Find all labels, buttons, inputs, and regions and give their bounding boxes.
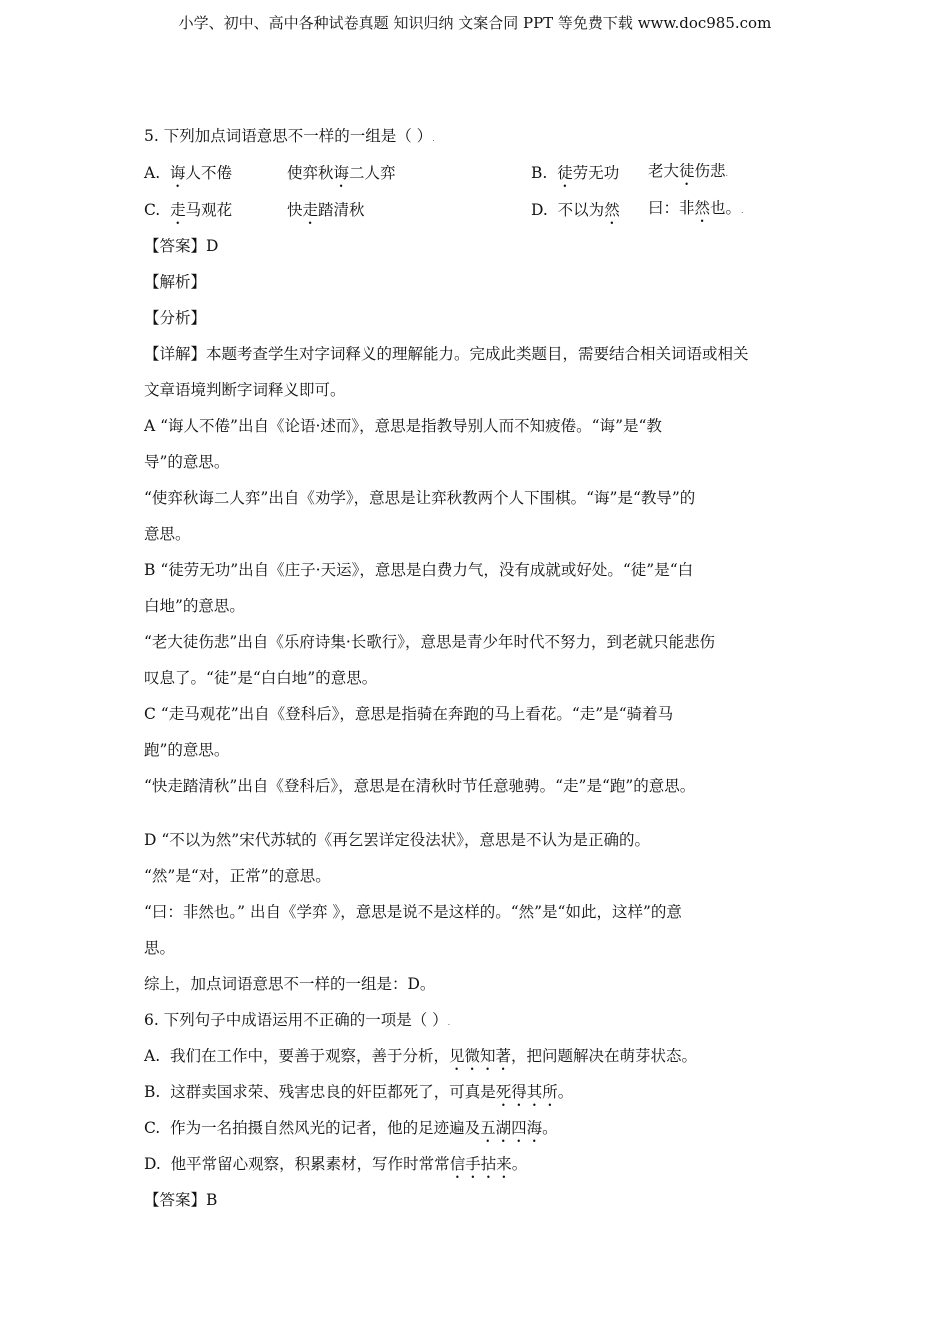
q5-stem: 5. 下列加点词语意思不一样的一组是（ ）.	[144, 127, 435, 145]
q6-answer: 【答案】B	[144, 1191, 218, 1209]
q5-analysis-d-line3: “曰：非然也。” 出自《学弈 》，意思是说不是这样的。“然”是“如此，这样”的意	[144, 903, 682, 921]
q5-analysis-a-line2: 导”的意思。	[144, 453, 230, 471]
q6-option-d: D. 他平常留心观察，积累素材，写作时常常信手拈来。	[144, 1155, 528, 1173]
q5-option-a-word2: 使弈秋诲二人弈	[287, 163, 396, 182]
q5-analysis-b-line2: 白地”的意思。	[144, 597, 245, 615]
q5-fenxi: 【分析】	[144, 309, 207, 327]
q5-analysis-b-line1: B “徒劳无功”出自《庄子·天运》，意思是白费力气，没有成就或好处。“徒”是“白	[144, 561, 694, 579]
q5-option-a-word1: A. 诲人不倦	[144, 163, 233, 182]
q6-option-b: B. 这群卖国求荣、残害忠良的奸臣都死了，可真是死得其所。	[144, 1083, 574, 1101]
page-header: 小学、初中、高中各种试卷真题 知识归纳 文案合同 PPT 等免费下载 www.doc985.com	[178, 14, 772, 32]
q6-option-a: A. 我们在工作中，要善于观察，善于分析，见微知著，把问题解决在萌芽状态。	[144, 1047, 698, 1065]
q5-jiexi: 【解析】	[144, 273, 207, 291]
q5-option-d-word1: D. 不以为然	[531, 200, 620, 219]
q5-analysis-d-line4: 思。	[144, 939, 176, 957]
q5-xiangjie-line1: 【详解】本题考查学生对字词释义的理解能力。完成此类题目，需要结合相关词语或相关	[144, 345, 749, 363]
q5-option-row-cd	[144, 191, 814, 228]
q6-option-c: C. 作为一名拍摄自然风光的记者，他的足迹遍及五湖四海。	[144, 1119, 558, 1137]
q5-option-c-word1: C. 走马观花	[144, 200, 233, 219]
q5-analysis-b-line4: 叹息了。“徒”是“白白地”的意思。	[144, 669, 378, 687]
q5-analysis-a-line4: 意思。	[144, 525, 191, 543]
q5-analysis-a-line3: “使弈秋诲二人弈”出自《劝学》，意思是让弈秋教两个人下围棋。“诲”是“教导”的	[144, 489, 696, 507]
q5-analysis-b-line3: “老大徒伤悲”出自《乐府诗集·长歌行》，意思是青少年时代不努力，到老就只能悲伤	[144, 633, 716, 651]
q5-xiangjie-line2: 文章语境判断字词释义即可。	[144, 381, 346, 399]
q5-option-b-word1: B. 徒劳无功	[531, 163, 620, 182]
spacer	[144, 804, 814, 822]
q5-analysis-c-line3: “快走踏清秋”出自《登科后》，意思是在清秋时节任意驰骋。“走”是“跑”的意思。	[144, 777, 696, 795]
q5-answer: 【答案】D	[144, 237, 219, 255]
q5-summary: 综上，加点词语意思不一样的一组是：D。	[144, 975, 436, 993]
q5-option-row-ab	[144, 154, 814, 191]
q6-stem: 6. 下列句子中成语运用不正确的一项是（ ）.	[144, 1011, 451, 1029]
q5-analysis-d-line2: “然”是“对，正常”的意思。	[144, 867, 331, 885]
q5-option-c-word2: 快走踏清秋	[287, 200, 365, 219]
q5-analysis-d-line1: D “不以为然”宋代苏轼的《再乞罢详定役法状》，意思是不认为是正确的。	[144, 831, 650, 849]
document-body	[144, 118, 814, 1218]
q5-analysis-c-line1: C “走马观花”出自《登科后》，意思是指骑在奔跑的马上看花。“走”是“骑着马	[144, 705, 674, 723]
q5-option-b-word2: 老大徒伤悲.	[648, 162, 729, 180]
q5-option-d-word2: 曰：非然也。.	[648, 199, 744, 217]
q5-analysis-c-line2: 跑”的意思。	[144, 741, 230, 759]
q5-analysis-a-line1: A “诲人不倦”出自《论语·述而》，意思是指教导别人而不知疲倦。“诲”是“教	[144, 417, 662, 435]
